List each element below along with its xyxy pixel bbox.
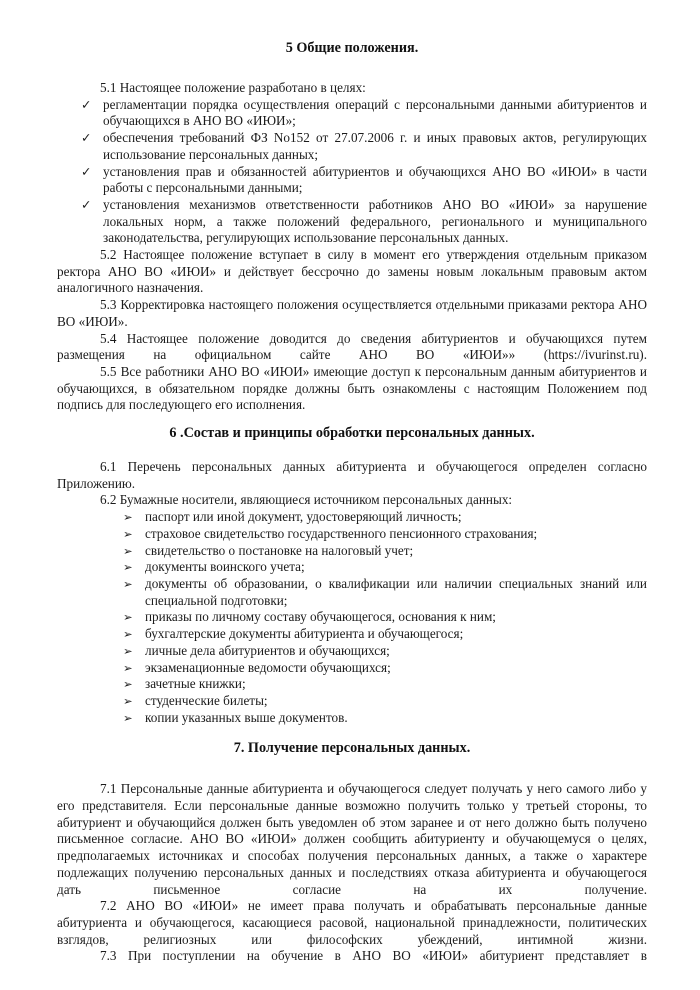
list-item (57, 164, 647, 197)
list-item (57, 660, 647, 677)
sources-arrow-list (57, 509, 647, 726)
arrow-bullet-icon: ➢ (123, 710, 133, 725)
list-item (57, 626, 647, 643)
list-item-text: студенческие билеты; (145, 692, 268, 708)
section-7-heading: 7. Получение персональных данных. (233, 740, 471, 757)
arrow-bullet-icon: ➢ (123, 643, 133, 658)
arrow-bullet-icon: ➢ (123, 560, 133, 575)
list-item (57, 509, 647, 526)
paragraph-5-3: 5.3 Корректировка настоящего положения осуществляется отдельными приказами ректора АНО ВО «ИЮИ». (57, 297, 647, 329)
list-item-text: копии указанных выше документов. (145, 709, 348, 725)
list-item-text: обеспечения требований ФЗ No152 от 27.07.2006 г. и иных правовых актов, регулирующих использование персональных данных; (103, 130, 647, 162)
check-icon: ✓ (81, 196, 92, 212)
goals-check-list (57, 97, 647, 247)
list-item (57, 197, 647, 247)
list-item (57, 97, 647, 130)
list-item-text: регламентации порядка осуществления операций с персональными данными абитуриентов и обучающихся в АНО ВО «ИЮИ»; (103, 96, 647, 129)
paragraph-6-1: 6.1 Перечень персональных данных абитуриента и обучающегося определен согласно Приложению. (57, 459, 647, 491)
paragraph-5-5: 5.5 Все работники АНО ВО «ИЮИ» имеющие доступ к персональным данным абитуриентов и обучающихся, в обязательном порядке должны быть ознакомлены с настоящим Положением под подпись для последующего его исполнения. (57, 363, 647, 413)
paragraph-7-1: 7.1 Персональные данные абитуриента и обучающегося следует получать у него самого либо у его представителя. Если персональные данные возможно получить только у третьей стороны, то абитуриент и обучающийся должен быть уведомлен об этом заранее и от него должно быть получено письменное согласие. АНО ВО «ИЮИ» должен сообщить абитуриенту и обучающемуся о целях, предполагаемых источниках и способах получения персональных данных, а также о характере подлежащих получению персональных данных и последствиях отказа абитуриента и обучающегося дать письменное согласие на их получение. (57, 781, 647, 897)
list-item (57, 609, 647, 626)
arrow-bullet-icon: ➢ (123, 610, 133, 625)
check-icon: ✓ (81, 163, 92, 179)
list-item (57, 543, 647, 560)
arrow-bullet-icon: ➢ (123, 677, 133, 692)
list-item-text: страховое свидетельство государственного пенсионного страхования; (145, 525, 538, 541)
list-item-text: свидетельство о постановке на налоговый учет; (145, 542, 414, 558)
arrow-bullet-icon: ➢ (123, 693, 133, 708)
arrow-bullet-icon: ➢ (123, 526, 133, 541)
list-item-text: паспорт или иной документ, удостоверяющий личность; (145, 509, 462, 525)
list-item (57, 693, 647, 710)
list-item-text: зачетные книжки; (145, 676, 246, 692)
paragraph-5-2: 5.2 Настоящее положение вступает в силу в момент его утверждения отдельным приказом ректора АНО ВО «ИЮИ» и действует бессрочно до замены новым локальным правовым актом аналогичного назначения. (57, 247, 647, 296)
list-item-text: установления прав и обязанностей абитуриентов и обучающихся АНО ВО «ИЮИ» в части работы с персональными данными; (103, 163, 647, 196)
arrow-bullet-icon: ➢ (123, 660, 133, 675)
paragraph-7-2: 7.2 АНО ВО «ИЮИ» не имеет права получать и обрабатывать персональные данные абитуриента и обучающегося, касающиеся расовой, национальной принадлежности, политических взглядов, религиозных или философских убеждений, интимной жизни. (57, 898, 647, 947)
list-item (57, 576, 647, 609)
check-icon: ✓ (81, 96, 92, 112)
list-item-text: бухгалтерские документы абитуриента и обучающегося; (145, 626, 464, 642)
paragraph-5-4: 5.4 Настоящее положение доводится до сведения абитуриентов и обучающихся путем размещения на официальном сайте АНО ВО «ИЮИ»» (https://ivurinst.ru). (57, 330, 647, 363)
paragraph-6-2: 6.2 Бумажные носители, являющиеся источником персональных данных: (100, 492, 513, 508)
arrow-bullet-icon: ➢ (123, 543, 133, 558)
paragraph-7-3: 7.3 При поступлении на обучение в АНО ВО «ИЮИ» абитуриент представляет в (100, 948, 647, 964)
list-item-text: личные дела абитуриентов и обучающихся; (145, 642, 390, 658)
list-item (57, 710, 647, 727)
list-item-text: приказы по личному составу обучающегося, основания к ним; (145, 609, 496, 625)
list-item (57, 676, 647, 693)
paragraph-5-1: 5.1 Настоящее положение разработано в целях: (100, 80, 366, 95)
list-item (57, 559, 647, 576)
check-icon: ✓ (81, 130, 92, 146)
list-item-text: экзаменационные ведомости обучающихся; (145, 659, 391, 675)
section-6-heading: 6 .Состав и принципы обработки персональных данных. (169, 425, 535, 442)
arrow-bullet-icon: ➢ (123, 627, 133, 642)
list-item (57, 526, 647, 543)
list-item-text: установления механизмов ответственности работников АНО ВО «ИЮИ» за нарушение локальных норм, а также положений федерального, регионального и муниципального законодательства, регулирующих использование персональных данных. (103, 196, 647, 246)
list-item-text: документы воинского учета; (145, 559, 305, 575)
section-5-heading: 5 Общие положения. (285, 40, 419, 56)
list-item (57, 643, 647, 660)
arrow-bullet-icon: ➢ (123, 510, 133, 525)
list-item (57, 130, 647, 163)
arrow-bullet-icon: ➢ (123, 576, 133, 591)
list-item-text: документы об образовании, о квалификации или наличии специальных знаний или специальной подготовки; (145, 575, 647, 608)
